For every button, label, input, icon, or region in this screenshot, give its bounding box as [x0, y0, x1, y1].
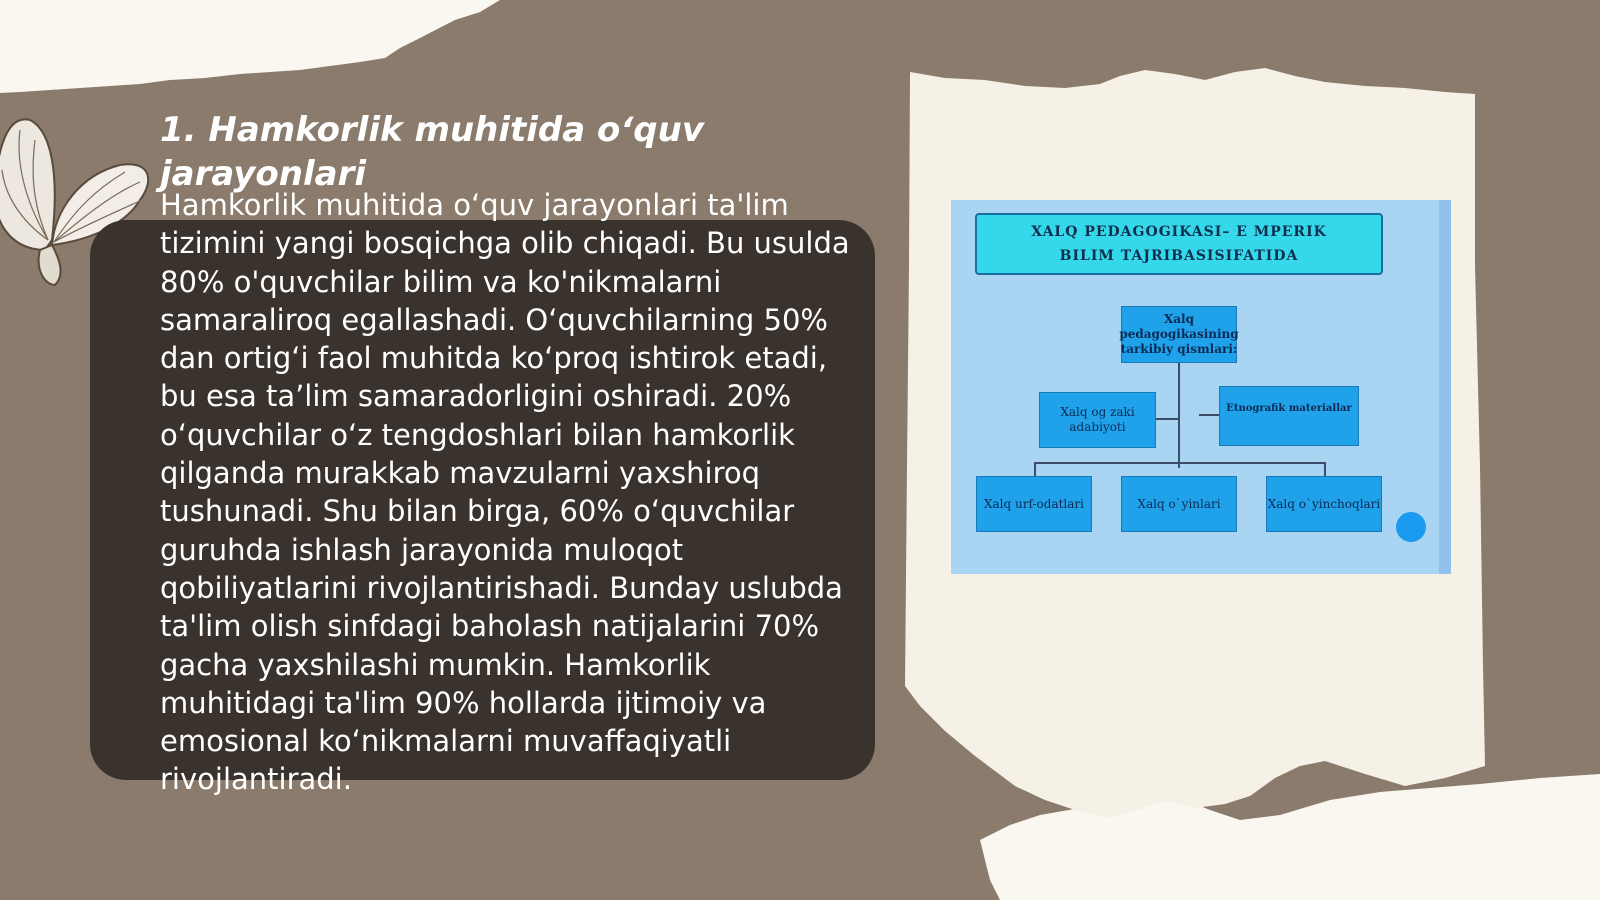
diagram-node-right: Etnografik materiallar [1219, 386, 1359, 446]
diagram-node-bottom: Xalq urf-odatlari [976, 476, 1092, 532]
connector-line [1178, 363, 1180, 468]
diagram-node-bottom: Xalq o`yinlari [1121, 476, 1237, 532]
body-text: Hamkorlik muhitida o‘quv jarayonlari ta'lim tizimini yangi bosqichga olib chiqadi. Bu usulda 80% o'quvchilar bilim va ko'nikmalarni samaraliroq egallashadi. O‘quvchilarning 50% dan ortig‘i faol muhitda ko‘proq ishtirok etadi, bu esa ta’lim samaradorligini oshiradi. 20% o‘quvchilar o‘z tengdoshlari bilan hamkorlik qilganda murakkab mavzularni yaxshiroq tushunadi. Shu bilan birga, 60% o‘quvchilar guruhda ishlash jarayonida muloqot qobiliyatlarini rivojlantirishadi. Bunday uslubda ta'lim olish sinfdagi baholash natijalarini 70% gacha yaxshilashi mumkin. Hamkorlik muhitidagi ta'lim 90% hollarda ijtimoiy va emosional ko‘nikmalarni muvaffaqiyatli rivojlantiradi. [160, 188, 850, 797]
diagram-root-node: Xalq pedagogikasining tarkibiy qismlari: [1121, 306, 1237, 363]
slide-title: 1. Hamkorlik muhitida o‘quv jarayonlari [160, 110, 705, 194]
diagram-node-bottom: Xalq o`yinchoqlari [1266, 476, 1382, 532]
connector-line [1324, 462, 1326, 476]
connector-line [1034, 462, 1036, 476]
dot-badge [1396, 512, 1426, 542]
connector-line [1034, 462, 1326, 464]
diagram-image [951, 200, 1451, 574]
connector-line [1156, 418, 1178, 420]
connector-line [1199, 414, 1219, 416]
diagram-title: XALQ PEDAGOGIKASI– E MPERIK BILIM TAJRIBASISIFATIDA [975, 213, 1383, 275]
diagram-node-left: Xalq og zaki adabiyoti [1039, 392, 1156, 448]
